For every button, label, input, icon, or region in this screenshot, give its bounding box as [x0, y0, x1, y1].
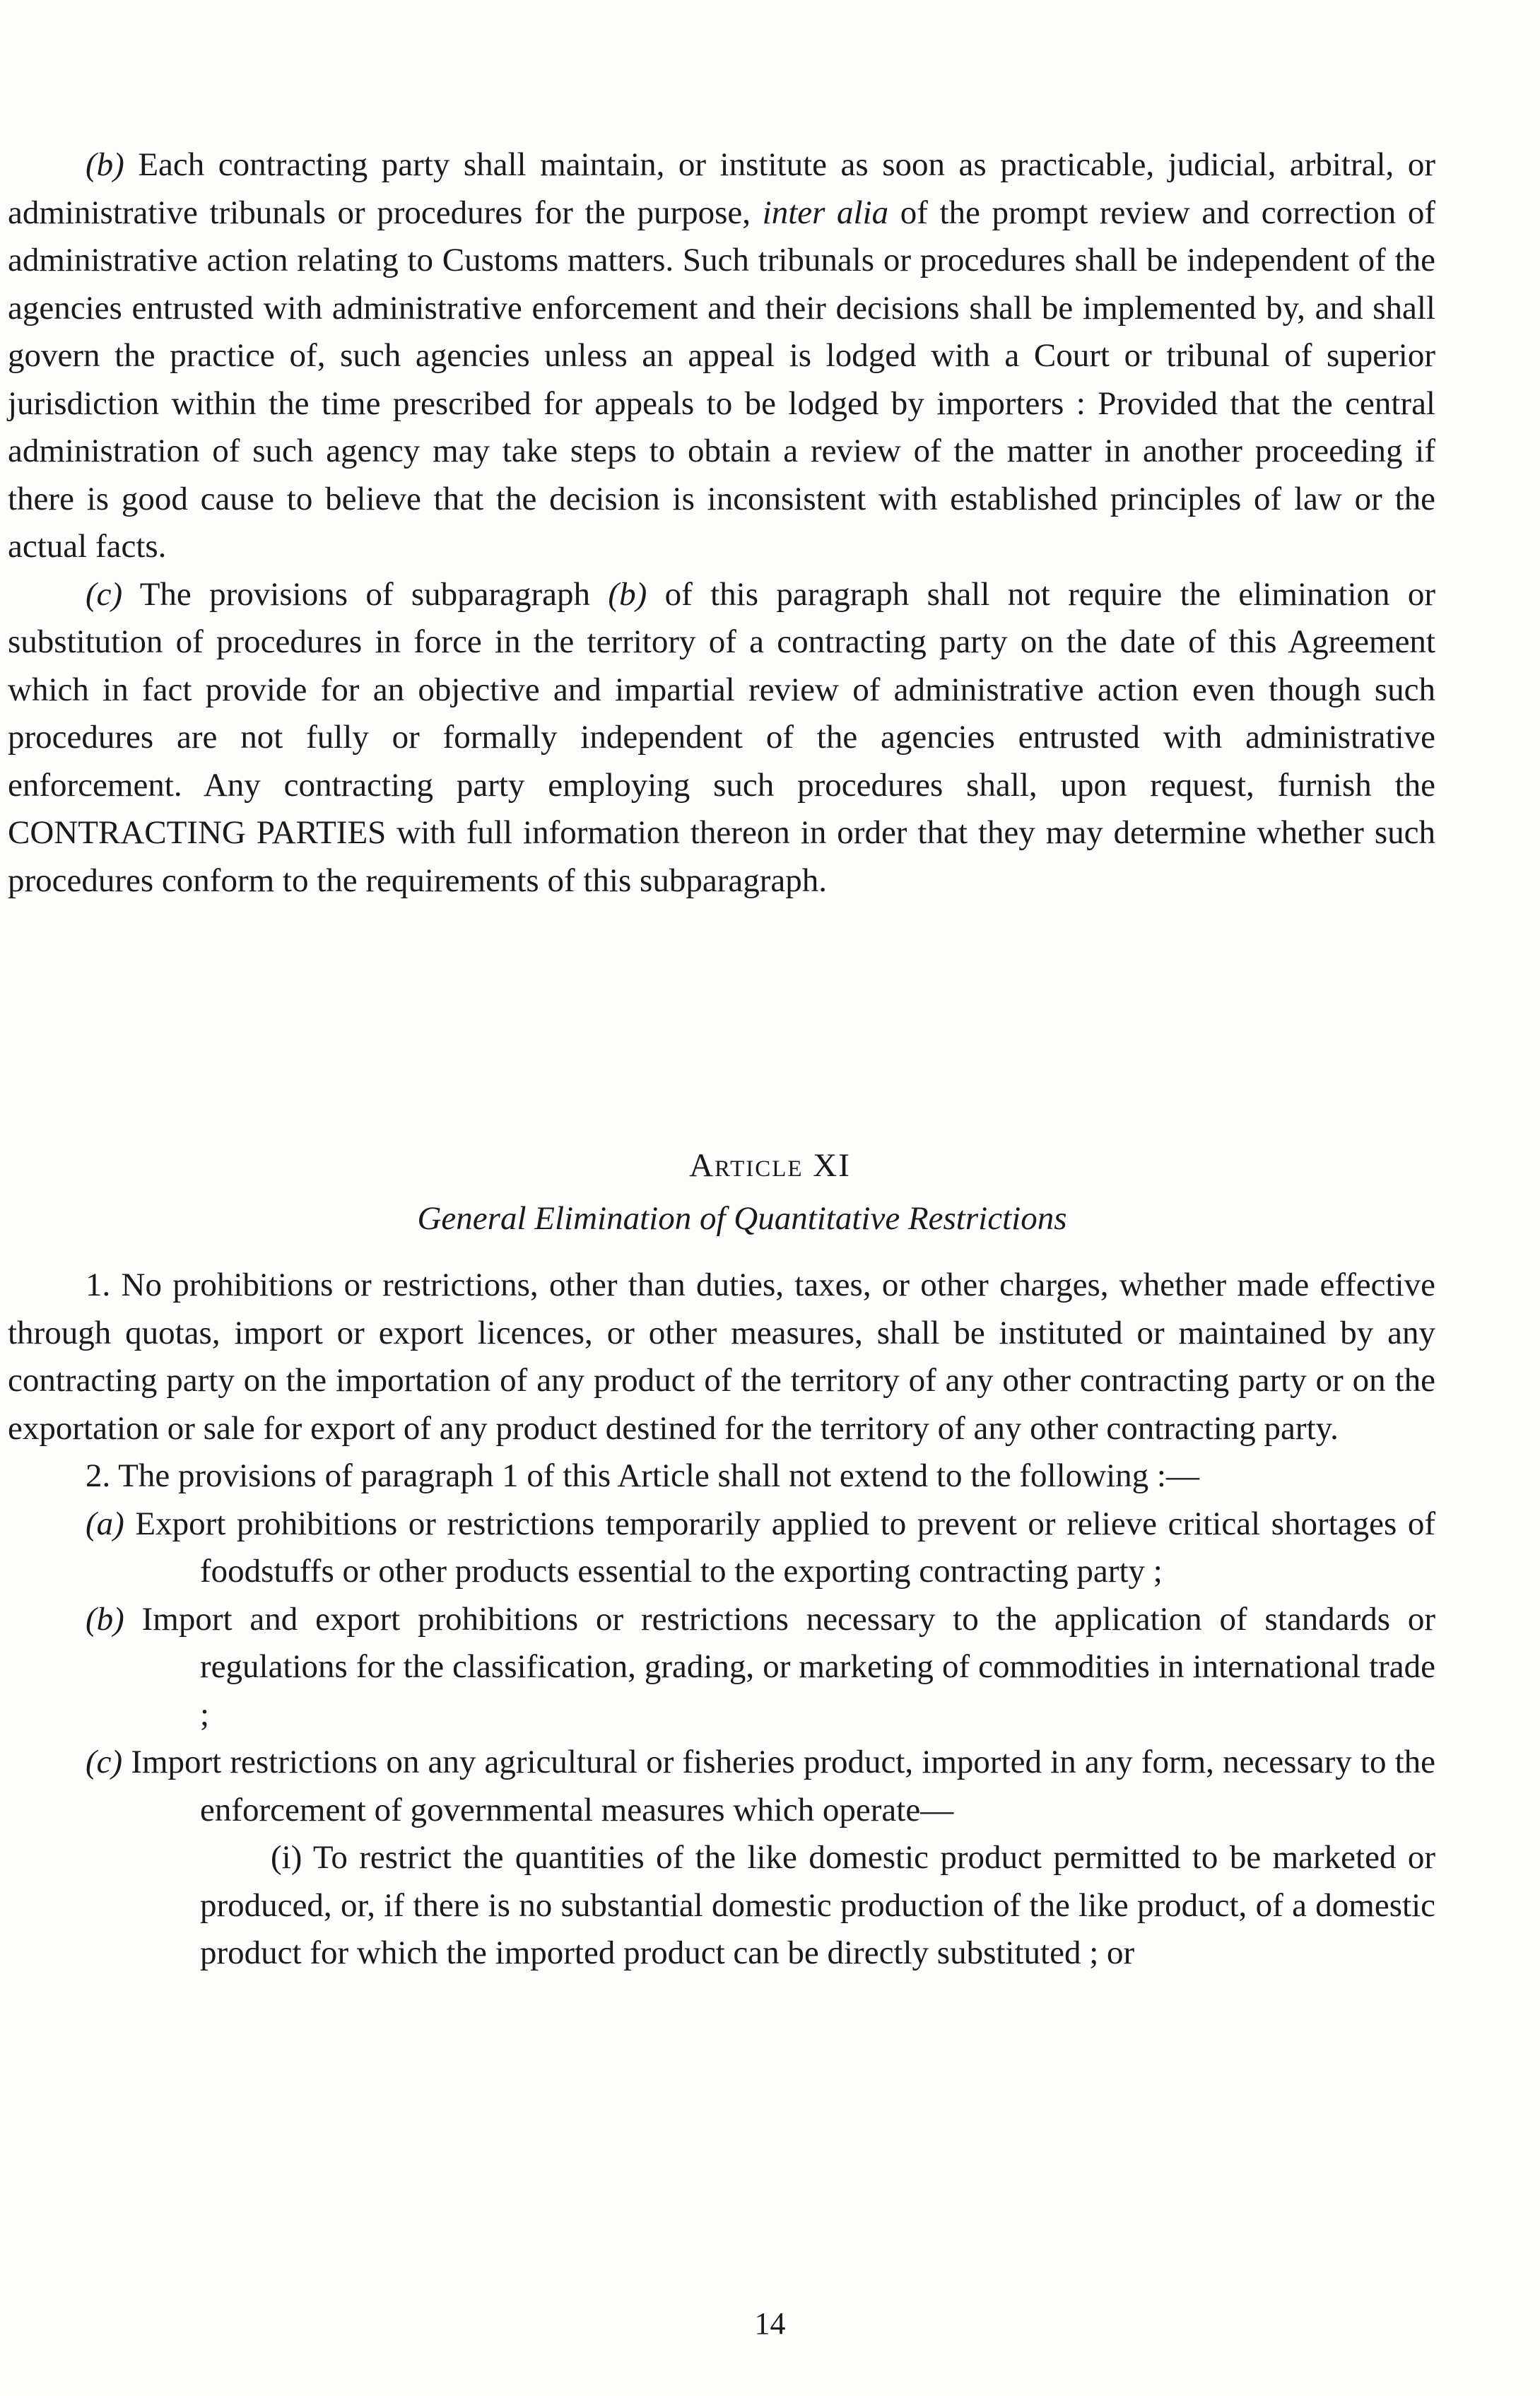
inter-alia: inter alia: [762, 194, 889, 231]
section-c-text-1: The provisions of subparagraph: [139, 575, 591, 613]
page-number: 14: [754, 2306, 786, 2341]
section-b-label: (b): [86, 146, 124, 183]
item-c-label: (c): [86, 1744, 123, 1780]
section-b-text-1: Each contracting party shall maintain, or institute as soon as practicable, judicial, arbitral, or administrative tribunals or procedures for the purpose,: [8, 146, 1435, 231]
item-b-text: Import and export prohibitions or restrictions necessary to the application of standards or regulations for the classification, grading, or marketing of commodities in international trade ;: [141, 1600, 1436, 1733]
item-b-label: (b): [86, 1600, 124, 1638]
list-item: [8, 1739, 1435, 1834]
article-body: [8, 1262, 1435, 1978]
section-c-paragraph: [8, 571, 1435, 905]
list-item: [8, 1596, 1435, 1739]
article-paragraph-2: 2. The provisions of paragraph 1 of this Article shall not extend to the following :—: [86, 1457, 1199, 1494]
section-c-ref-label: (b): [608, 575, 647, 613]
section-c-label: (c): [86, 575, 123, 613]
item-c-text: Import restrictions on any agricultural or fisheries product, imported in any form, necessary to the enforcement of governmental measures which operate—: [131, 1744, 1435, 1828]
section-c-text-2: of this paragraph shall not require the elimination or substitution of procedures in force in the territory of a contracting party on the date of this Agreement which in fact provide for an objective and impartial review of administrative action even though such procedures are not fully or formally independent of the agencies entrusted with administrative enforcement. Any contracting party employing such procedures shall, upon request, furnish the CONTRACTING PARTIES with full information thereon in order that they may determine whether such procedures conform to the requirements of this subparagraph.: [8, 575, 1436, 899]
item-a-label: (a): [86, 1505, 124, 1542]
article-paragraph-1: 1. No prohibitions or restrictions, other than duties, taxes, or other charges, whether made effective through quotas, import or export licences, or other measures, shall be instituted or maintained by any contracting party on the importation of any product of the territory of any other contracting party or on the exportation or sale for export of any product destined for the territory of any other contracting party.: [8, 1267, 1435, 1447]
section-b-text-2: of the prompt review and correction of administrative action relating to Customs matters. Such tribunals or procedures shall be independent of the agencies entrusted with administrative enforcement and their decisions shall be implemented by, and shall govern the practice of, such agencies unless an appeal is lodged with a Court or tribunal of superior jurisdiction within the time prescribed for appeals to be lodged by importers : Provided that the central administration of such agency may take steps to obtain a review of the matter in another proceeding if there is good cause to believe that the decision is inconsistent with established principles of law or the actual facts.: [8, 194, 1436, 565]
item-a-text: Export prohibitions or restrictions temporarily applied to prevent or relieve critical shortages of foodstuffs or other products essential to the exporting contracting party ;: [135, 1505, 1435, 1590]
list-item: [8, 1501, 1435, 1596]
subitem-i: (i) To restrict the quantities of the like domestic product permitted to be marketed or produced, or, if there is no substantial domestic production of the like product, of a domestic product for which the imported product can be directly substituted ; or: [200, 1839, 1435, 1971]
article-subtitle: General Elimination of Quantitative Restrictions: [417, 1200, 1067, 1237]
upper-text-block: [8, 141, 1435, 905]
section-b-paragraph: [8, 141, 1435, 571]
article-heading: Article XI: [689, 1147, 851, 1184]
